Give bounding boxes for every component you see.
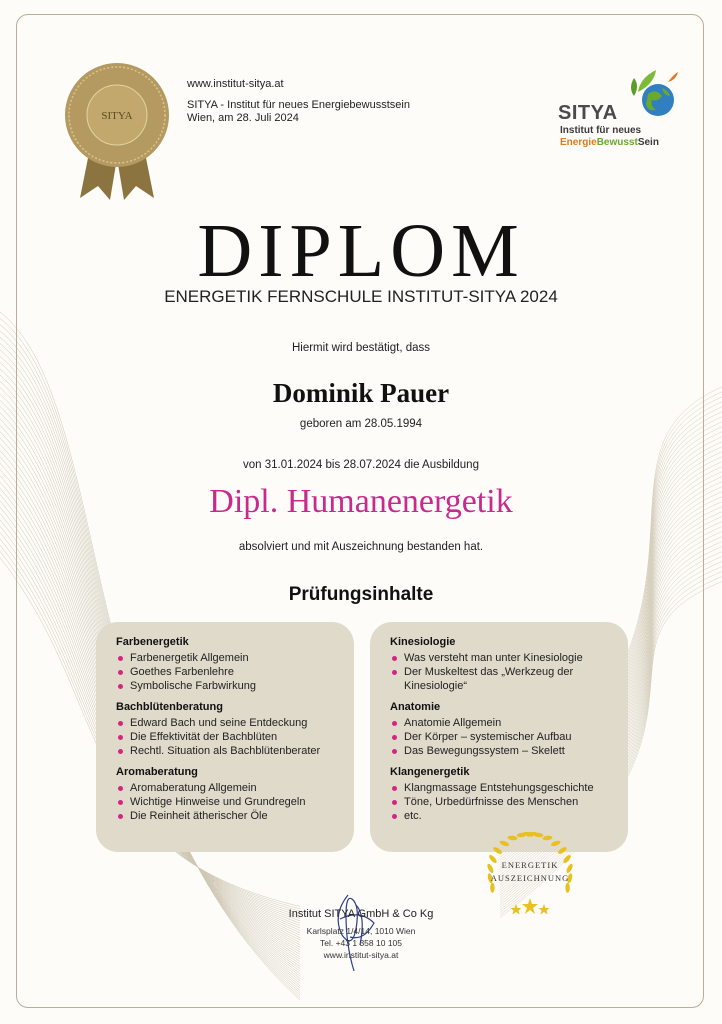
section-title: Anatomie: [390, 701, 441, 713]
passed-text: absolviert und mit Auszeichnung bestanden hat.: [238, 541, 484, 553]
globe-leaf-icon: [624, 66, 680, 122]
list-item: Farbenergetik Allgemein: [116, 651, 336, 665]
header-place-date: Wien, am 28. Juli 2024: [187, 112, 299, 124]
list-item: Der Körper – systemischer Aufbau: [390, 730, 610, 744]
diploma-subtitle: ENERGETIK FERNSCHULE INSTITUT-SITYA 2024: [164, 287, 558, 306]
header-url: www.institut-sitya.at: [187, 78, 284, 90]
list-item: Goethes Farbenlehre: [116, 665, 336, 679]
list-item: Die Reinheit ätherischer Öle: [116, 809, 336, 823]
section-title: Farbenergetik: [116, 636, 189, 648]
company-address: Karlsplatz 1/4/14, 1010 Wien: [306, 926, 416, 936]
birth-date: geboren am 28.05.1994: [299, 418, 423, 430]
logo-brand: SITYA: [558, 102, 618, 124]
award-line2: AUSZEICHNUNG: [490, 873, 570, 883]
list-item: Töne, Urbedürfnisse des Menschen: [390, 795, 610, 809]
list-item: Wichtige Hinweise und Grundregeln: [116, 795, 336, 809]
list-item: Symbolische Farbwirkung: [116, 679, 336, 693]
list-item: Rechtl. Situation als Bachblütenberater: [116, 744, 336, 758]
company-phone: Tel. +43 1 358 10 105: [320, 938, 402, 948]
logo-line1: Institut für neues: [560, 125, 642, 136]
contents-box-right: [370, 622, 628, 852]
list-item: Was versteht man unter Kinesiologie: [390, 651, 610, 665]
company-name: Institut SITYA GmbH & Co Kg: [288, 908, 434, 920]
list-item: Anatomie Allgemein: [390, 716, 610, 730]
list-item: Der Muskeltest das „Werkzeug der Kinesiologie“: [390, 665, 610, 693]
section-title: Klangenergetik: [390, 766, 470, 778]
list-item: Edward Bach und seine Entdeckung: [116, 716, 336, 730]
list-item: Aromaberatung Allgemein: [116, 781, 336, 795]
confirm-text: Hiermit wird bestätigt, dass: [291, 342, 431, 354]
gold-seal-icon: [62, 60, 172, 202]
list-item: Das Bewegungssystem – Skelett: [390, 744, 610, 758]
training-period: von 31.01.2024 bis 28.07.2024 die Ausbildung: [243, 459, 479, 471]
seal-text: SITYA: [101, 110, 133, 122]
recipient-name: Dominik Pauer: [272, 378, 450, 408]
section-title: Bachblütenberatung: [116, 701, 223, 713]
degree-title: Dipl. Humanenergetik: [209, 483, 513, 520]
handwritten-signature: [318, 875, 388, 975]
contents-box-left: [96, 622, 354, 852]
header-institute: SITYA - Institut für neues Energiebewusstsein: [187, 99, 410, 111]
logo-line2: EnergieBewusstSein: [560, 137, 659, 148]
contents-heading: Prüfungsinhalte: [288, 584, 434, 605]
list-item: Die Effektivität der Bachblüten: [116, 730, 336, 744]
list-item: etc.: [390, 809, 610, 823]
list-item: Klangmassage Entstehungsgeschichte: [390, 781, 610, 795]
sitya-logo: [550, 58, 685, 154]
section-title: Aromaberatung: [116, 766, 198, 778]
section-title: Kinesiologie: [390, 636, 456, 648]
header-info: [187, 78, 410, 125]
company-web: www.institut-sitya.at: [323, 950, 399, 960]
diploma-title: DIPLOM: [197, 209, 525, 293]
award-line1: ENERGETIK: [501, 860, 559, 870]
